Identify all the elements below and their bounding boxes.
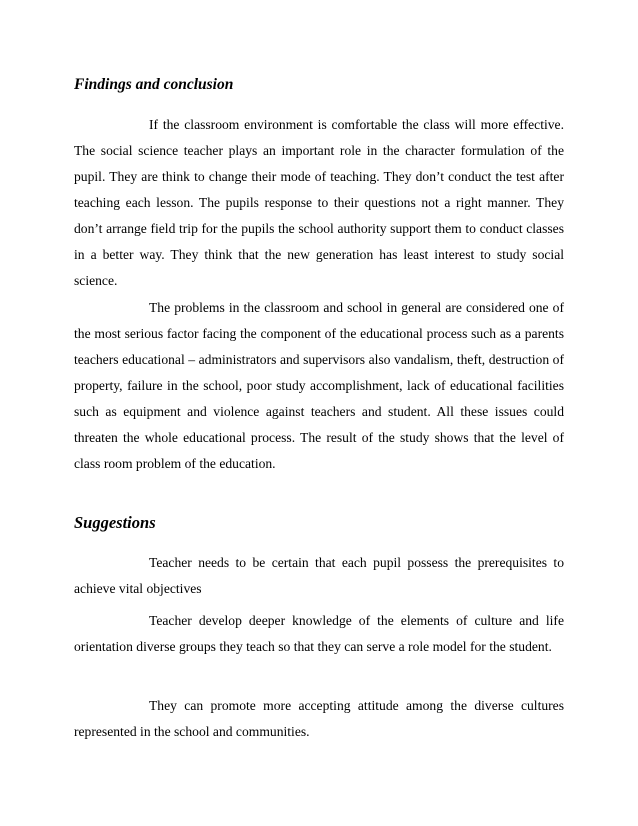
suggestion-paragraph-1: Teacher needs to be certain that each pupil possess the prerequisites to achieve vital objectives — [74, 555, 564, 596]
findings-paragraph-2: The problems in the classroom and school in general are considered one of the most serious factor facing the component of the educational process such as a parents teachers educational – administrators and supervisors also vandalism, theft, destruction of property, failure in the school, poor study accomplishment, lack of educational facilities such as equipment and violence against teachers and student. All these issues could threaten the whole educational process. The result of the study shows that the level of class room problem of the education. — [74, 300, 564, 471]
findings-paragraph-1: If the classroom environment is comfortable the class will more effective. The social science teacher plays an important role in the character formulation of the pupil. They are think to change their mode of teaching. They don’t conduct the test after teaching each lesson. The pupils response to their questions not a right manner. They don’t arrange field trip for the pupils the school authority support them to conduct classes in a better way. They think that the new generation has least interest to study social science. — [74, 117, 564, 288]
findings-heading: Findings and conclusion — [74, 76, 234, 93]
suggestions-heading: Suggestions — [74, 513, 156, 532]
suggestion-paragraph-2: Teacher develop deeper knowledge of the elements of culture and life orientation diverse groups they teach so that they can serve a role model for the student. — [74, 613, 564, 654]
document-page — [74, 0, 564, 826]
suggestion-paragraph-3: They can promote more accepting attitude among the diverse cultures represented in the school and communities. — [74, 698, 564, 739]
